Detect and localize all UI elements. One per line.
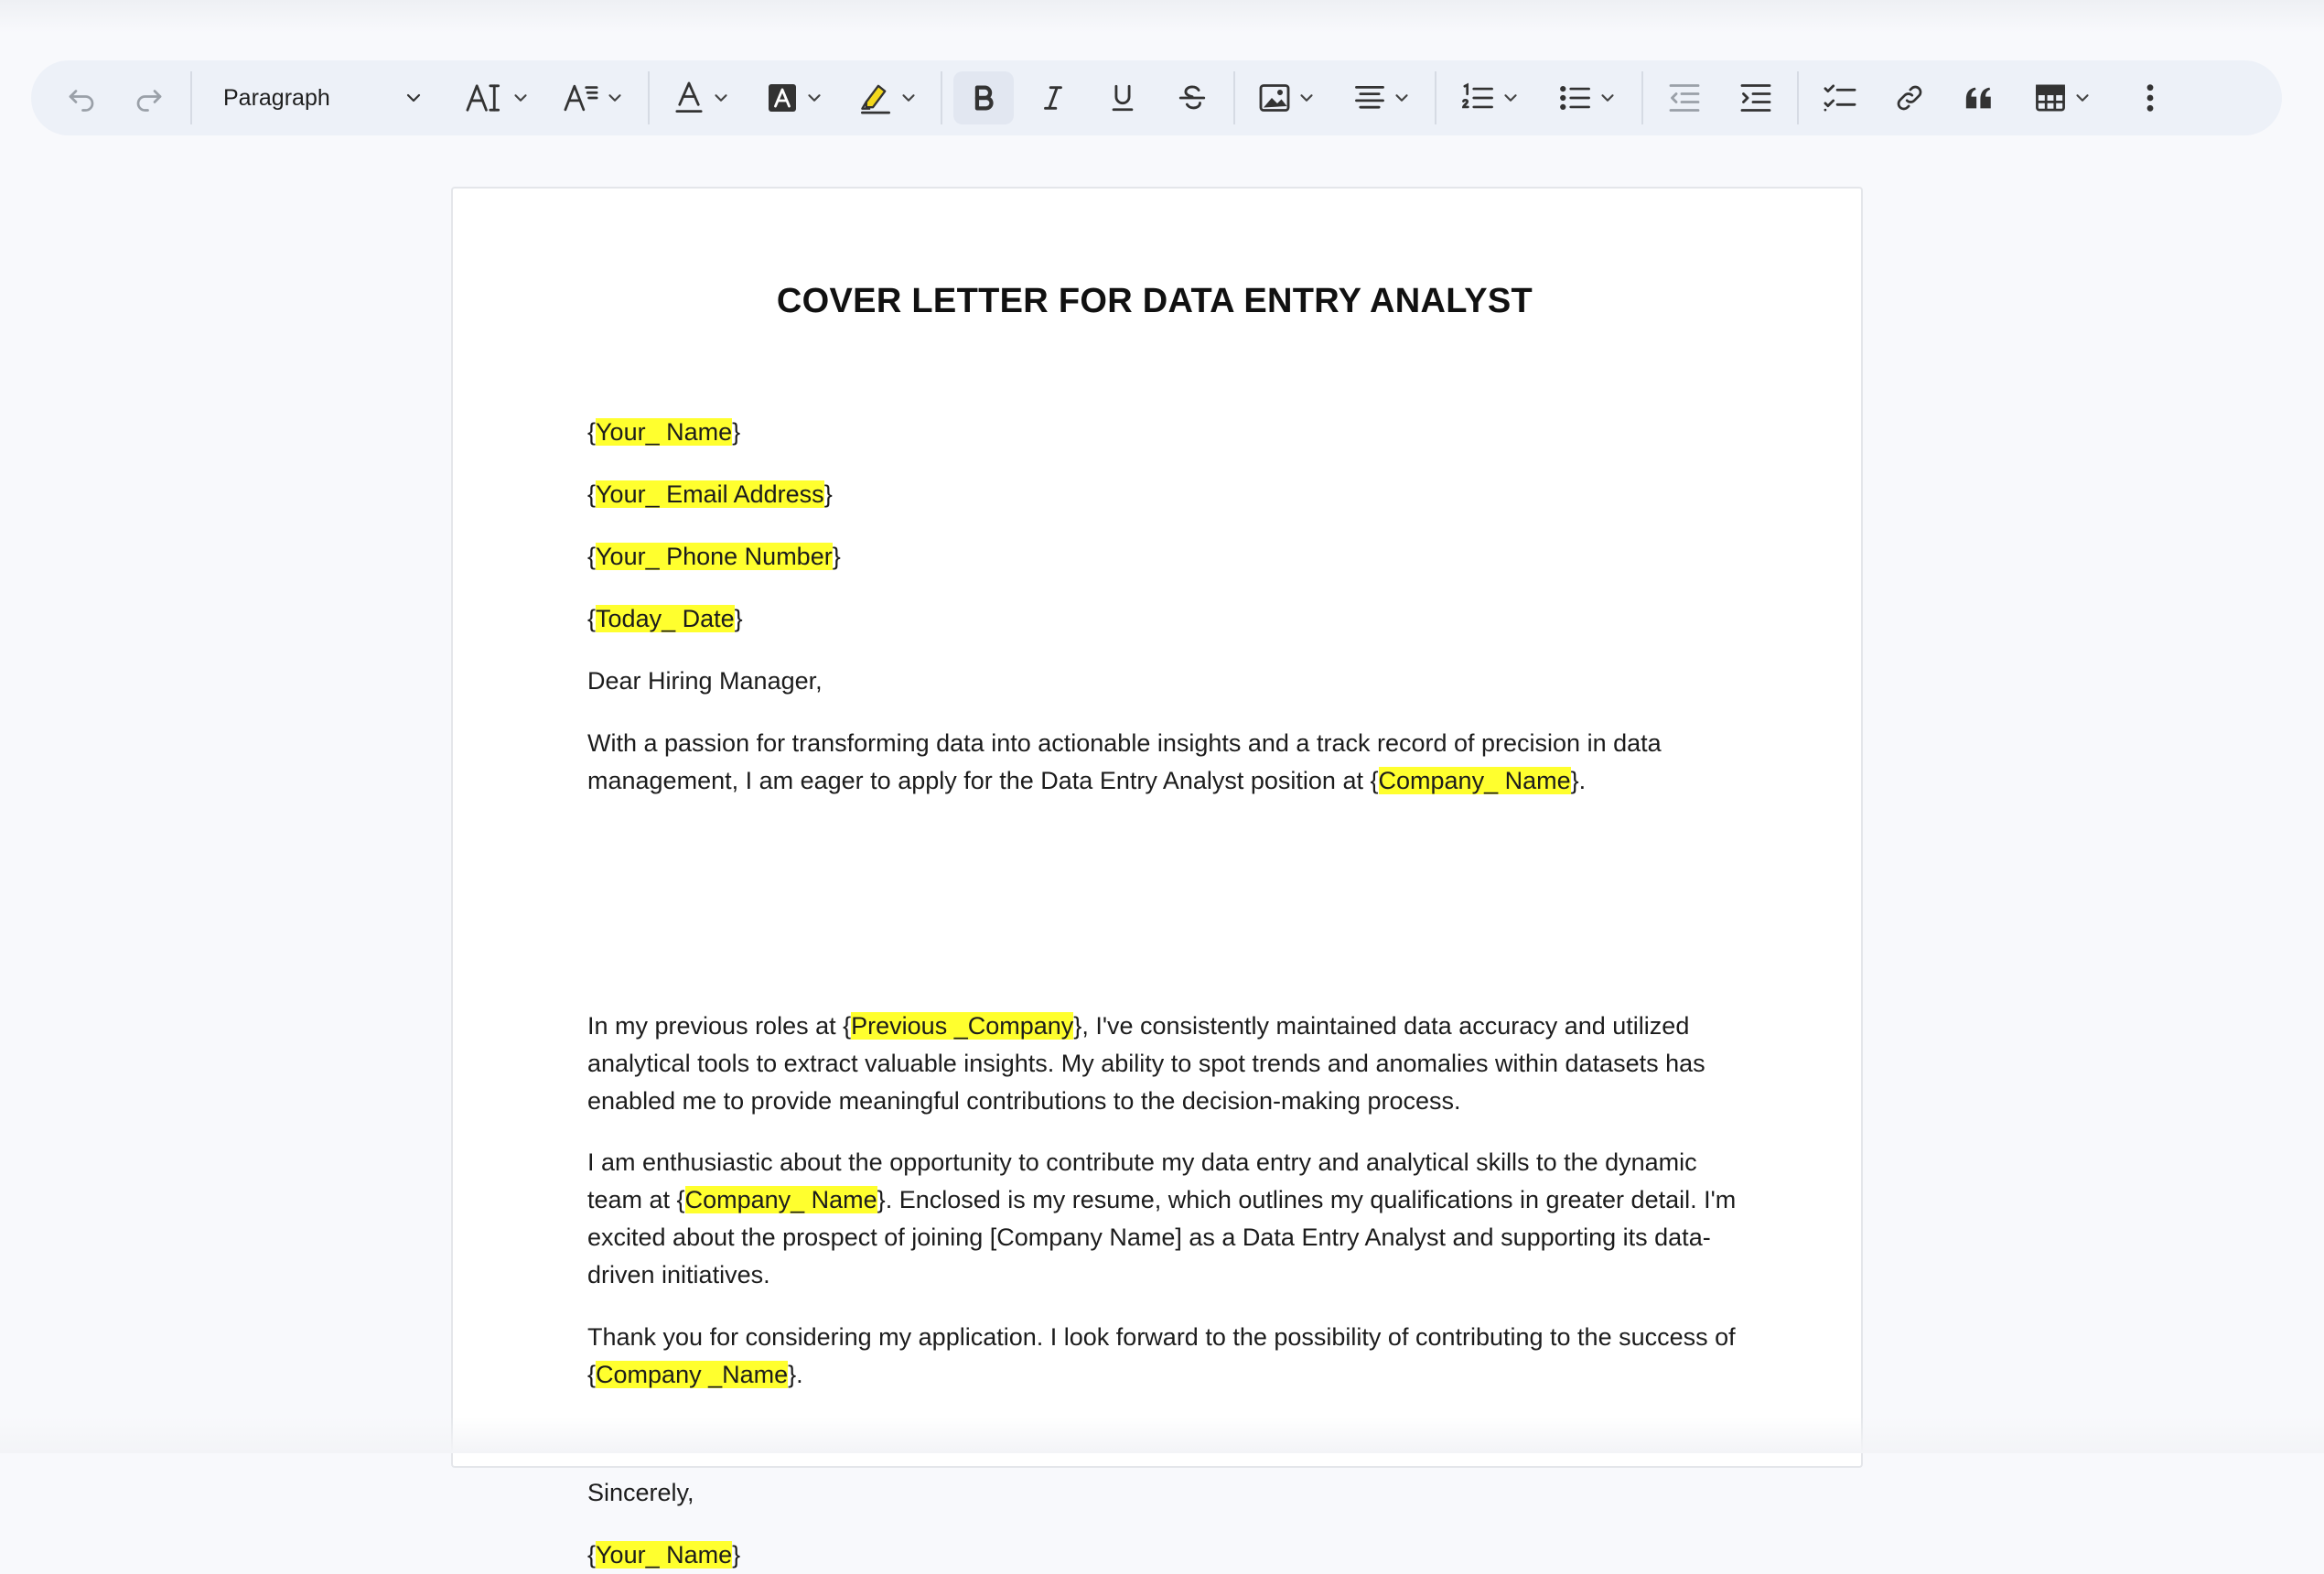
brace: { (587, 543, 597, 570)
brace: } (734, 605, 743, 632)
brace: { (587, 605, 597, 632)
editor-toolbar (31, 60, 2282, 135)
bottom-edge (0, 1417, 2324, 1453)
table-icon (2034, 83, 2067, 113)
salutation: Dear Hiring Manager, (587, 667, 823, 695)
closing: Sincerely, (587, 1479, 694, 1506)
placeholder-company-name: Company _Name (596, 1361, 789, 1388)
background-color-icon (766, 81, 799, 114)
todo-list-button[interactable] (1810, 71, 1870, 124)
paragraph-text: . Enclosed is my resume, which outlines my qualifications in greater detail. I'm excited about the prospect of joining [Company Name] as a Data Entry Analyst and supporting its data-driven initiatives. (587, 1186, 1737, 1288)
toolbar-separator (941, 71, 942, 124)
document-title: COVER LETTER FOR DATA ENTRY ANALYST (776, 282, 1533, 320)
paragraph-4 (587, 1319, 1740, 1394)
brace: } (1570, 767, 1579, 794)
top-edge (0, 0, 2324, 33)
paragraph-3 (587, 1144, 1740, 1294)
redo-icon (133, 81, 166, 114)
brace: } (732, 1541, 741, 1569)
image-icon (1258, 82, 1291, 113)
toolbar-separator (190, 71, 192, 124)
brace: } (832, 543, 841, 570)
highlight-dropdown[interactable] (847, 71, 930, 124)
undo-button[interactable] (51, 71, 112, 124)
bold-icon (968, 82, 999, 113)
link-icon (1894, 82, 1925, 113)
brace: } (877, 1186, 886, 1213)
italic-button[interactable] (1023, 71, 1083, 124)
brace: { (676, 1186, 685, 1213)
toolbar-separator (1233, 71, 1235, 124)
paragraph-text: In my previous roles at (587, 1012, 844, 1040)
chevron-down-icon (605, 88, 625, 108)
paragraph-text: I am enthusiastic about the opportunity to contribute my data entry and analytical skills to the dynamic team at (587, 1148, 1697, 1213)
brace: { (587, 1361, 597, 1388)
bulleted-list-icon (1557, 82, 1592, 113)
toolbar-separator (1435, 71, 1436, 124)
placeholder-company-name: Company_ Name (684, 1186, 877, 1213)
paragraph-text: . (796, 1361, 803, 1388)
bold-button[interactable] (953, 71, 1014, 124)
strikethrough-button[interactable] (1162, 71, 1222, 124)
font-size-icon (465, 80, 505, 116)
header-name-line (587, 414, 1740, 451)
placeholder-your-name: Your_ Name (596, 418, 733, 446)
brace: { (587, 1541, 597, 1569)
numbered-list-icon (1460, 82, 1495, 113)
more-options-button[interactable] (2125, 71, 2176, 124)
strikethrough-icon (1177, 82, 1208, 113)
bulleted-list-dropdown[interactable] (1544, 71, 1630, 124)
brace: { (587, 480, 597, 508)
brace: { (587, 418, 597, 446)
underline-button[interactable] (1092, 71, 1153, 124)
italic-icon (1038, 82, 1069, 113)
highlight-icon (858, 81, 893, 115)
chevron-down-icon (1392, 88, 1412, 108)
todo-list-icon (1823, 82, 1857, 113)
blockquote-button[interactable] (1949, 71, 2009, 124)
chevron-down-icon (804, 88, 824, 108)
paragraph-text: Thank you for considering my application. I look forward to the possibility of contributing to the success of (587, 1323, 1736, 1351)
chevron-down-icon (1598, 88, 1618, 108)
insert-table-dropdown[interactable] (2022, 71, 2104, 124)
align-center-icon (1353, 83, 1386, 113)
toolbar-separator (1641, 71, 1643, 124)
document-page[interactable] (451, 187, 1863, 1569)
placeholder-email: Your_ Email Address (596, 480, 824, 508)
chevron-down-icon (403, 87, 425, 109)
placeholder-your-name: Your_ Name (596, 1541, 733, 1569)
placeholder-phone: Your_ Phone Number (596, 543, 833, 570)
toolbar-separator (1797, 71, 1799, 124)
chevron-down-icon (1296, 88, 1317, 108)
font-size-dropdown[interactable] (452, 71, 543, 124)
paragraph-style-label: Paragraph (223, 84, 330, 111)
chevron-down-icon (511, 88, 531, 108)
paragraph-text: With a passion for transforming data into actionable insights and a track record of precision in data management, I am eager to apply for the Data Entry Analyst position at (587, 729, 1662, 794)
signature-line (587, 1536, 1740, 1574)
paragraph-text: , I've consistently maintained data accuracy and utilized analytical tools to extract valuable insights. My ability to spot trends and anomalies within datasets has enabled me to provide meaningful contributions to the decision-making process. (587, 1012, 1705, 1115)
header-phone-line (587, 538, 1740, 576)
undo-icon (65, 81, 98, 114)
placeholder-date: Today_ Date (596, 605, 735, 632)
placeholder-company-name: Company_ Name (1378, 767, 1571, 794)
outdent-button[interactable] (1654, 71, 1715, 124)
brace: } (788, 1361, 797, 1388)
brace: { (1370, 767, 1379, 794)
brace: } (732, 418, 741, 446)
indent-icon (1739, 82, 1772, 113)
font-family-icon (563, 81, 599, 115)
placeholder-previous-company: Previous _Company (851, 1012, 1074, 1040)
underline-icon (1107, 82, 1138, 113)
chevron-down-icon (2072, 88, 2093, 108)
header-email-line (587, 476, 1740, 513)
chevron-down-icon (898, 88, 919, 108)
insert-image-dropdown[interactable] (1246, 71, 1329, 124)
font-color-icon (672, 81, 705, 115)
brace: } (823, 480, 833, 508)
chevron-down-icon (711, 88, 731, 108)
redo-button[interactable] (119, 71, 179, 124)
more-icon (2145, 82, 2156, 113)
header-date-line (587, 600, 1740, 638)
brace: { (843, 1012, 852, 1040)
chevron-down-icon (1501, 88, 1521, 108)
font-color-dropdown[interactable] (661, 71, 743, 124)
numbered-list-dropdown[interactable] (1447, 71, 1533, 124)
brace: } (1073, 1012, 1082, 1040)
paragraph-2 (587, 1008, 1740, 1120)
paragraph-1 (587, 725, 1740, 800)
background-color-dropdown[interactable] (754, 71, 836, 124)
font-family-dropdown[interactable] (551, 71, 637, 124)
link-button[interactable] (1879, 71, 1940, 124)
paragraph-style-dropdown[interactable] (203, 71, 434, 124)
blockquote-icon (1964, 84, 1995, 112)
toolbar-separator (648, 71, 650, 124)
paragraph-text: . (1578, 767, 1587, 794)
text-align-dropdown[interactable] (1341, 71, 1424, 124)
outdent-icon (1668, 82, 1701, 113)
indent-button[interactable] (1726, 71, 1786, 124)
